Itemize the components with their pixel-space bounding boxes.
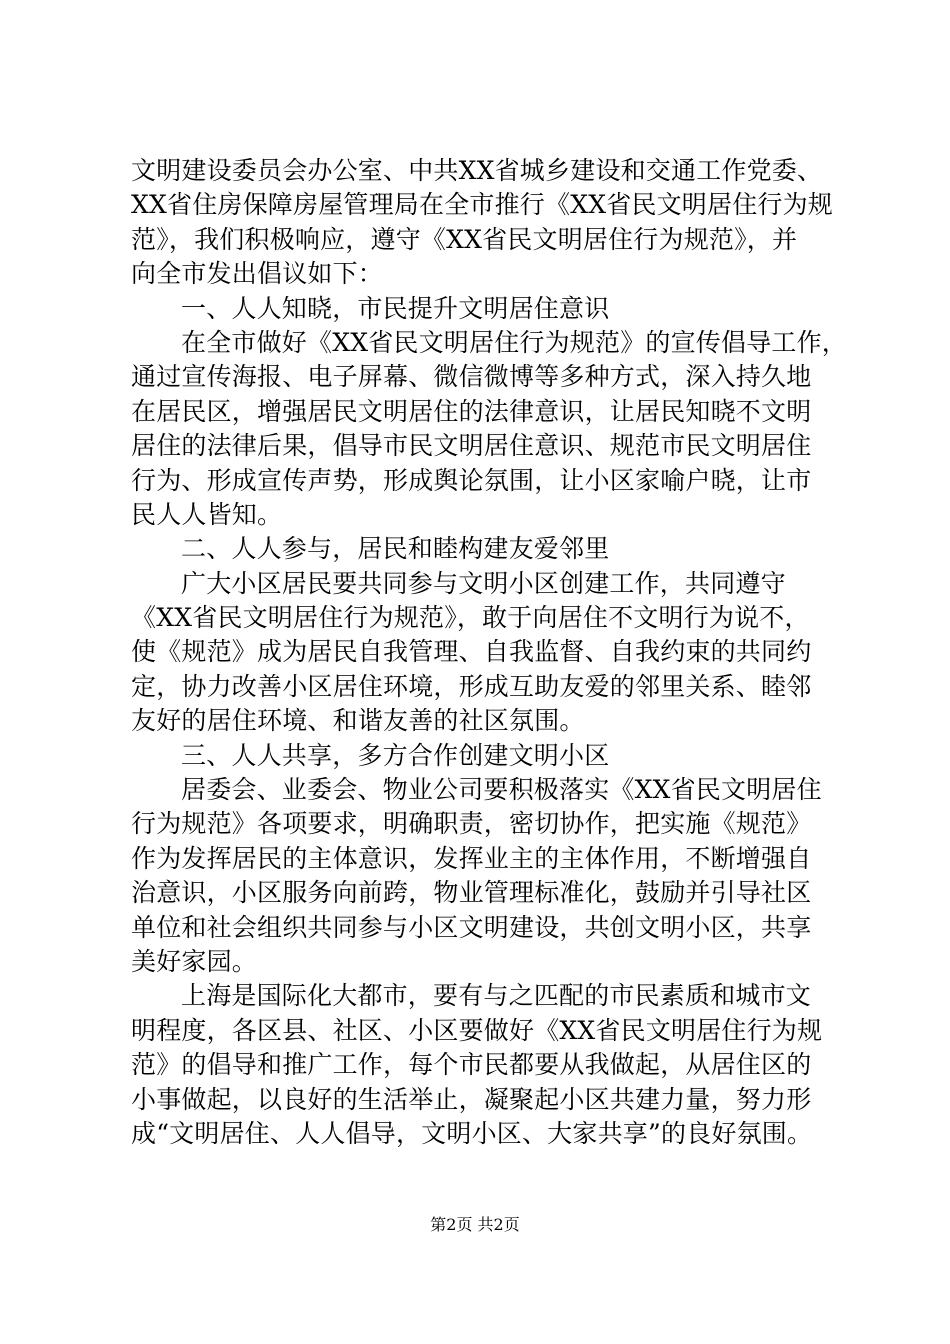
text-line: 治意识，小区服务向前跨，物业管理标准化，鼓励并引导社区 <box>131 878 812 908</box>
section-heading: 三、人人共享，多方合作创建文明小区 <box>181 740 610 770</box>
text-line: 《XX省民文明居住行为规范》，敢于向居住不文明行为说不， <box>131 603 810 633</box>
text-line: 行为、形成宣传声势，形成舆论氛围，让小区家喻户晓，让市 <box>131 465 812 495</box>
text-line: 居委会、业委会、物业公司要积极落实《XX省民文明居住 <box>181 775 822 805</box>
text-line: 在全市做好《XX省民文明居住行为规范》的宣传倡导工作， <box>181 327 847 357</box>
text-line: 单位和社会组织共同参与小区文明建设，共创文明小区，共享 <box>131 912 812 942</box>
text-line: 向全市发出倡议如下： <box>131 259 384 289</box>
text-line: 明程度，各区县、社区、小区要做好《XX省民文明居住行为规 <box>131 1015 823 1045</box>
section-heading: 二、人人参与，居民和睦构建友爱邻里 <box>181 534 610 564</box>
text-line: 通过宣传海报、电子屏幕、微信微博等多种方式，深入持久地 <box>131 362 812 392</box>
section-heading: 一、人人知晓，市民提升文明居住意识 <box>181 293 610 323</box>
text-line: 定，协力改善小区居住环境，形成互助友爱的邻里关系、睦邻 <box>131 671 812 701</box>
text-line: 美好家园。 <box>131 946 258 976</box>
text-line: 范》，我们积极响应，遵守《XX省民文明居住行为规范》，并 <box>131 224 798 254</box>
page-number-footer: 第2页 共2页 <box>430 1215 520 1234</box>
text-line: 使《规范》成为居民自我管理、自我监督、自我约束的共同约 <box>131 637 812 667</box>
text-line: 成“文明居住、人人倡导，文明小区、大家共享”的良好氛围。 <box>131 1118 813 1148</box>
document-body <box>131 154 847 1151</box>
text-line: 范》的倡导和推广工作，每个市民都要从我做起，从居住区的 <box>131 1050 812 1080</box>
text-line: 友好的居住环境、和谐友善的社区氛围。 <box>131 706 585 736</box>
text-line: 上海是国际化大都市，要有与之匹配的市民素质和城市文 <box>181 981 812 1011</box>
text-line: 小事做起，以良好的生活举止，凝聚起小区共建力量，努力形 <box>131 1084 812 1114</box>
text-line: 行为规范》各项要求，明确职责，密切协作，把实施《规范》 <box>131 809 812 839</box>
text-line: 文明建设委员会办公室、中共XX省城乡建设和交通工作党委、 <box>131 156 823 185</box>
text-line: 作为发挥居民的主体意识，发挥业主的主体作用，不断增强自 <box>131 843 812 873</box>
text-line: 广大小区居民要共同参与文明小区创建工作，共同遵守 <box>181 568 786 598</box>
text-line: 民人人皆知。 <box>131 499 283 529</box>
text-line: 居住的法律后果，倡导市民文明居住意识、规范市民文明居住 <box>131 431 812 461</box>
text-line: XX省住房保障房屋管理局在全市推行《XX省民文明居住行为规 <box>131 190 833 220</box>
text-line: 在居民区，增强居民文明居住的法律意识，让居民知晓不文明 <box>131 396 812 426</box>
